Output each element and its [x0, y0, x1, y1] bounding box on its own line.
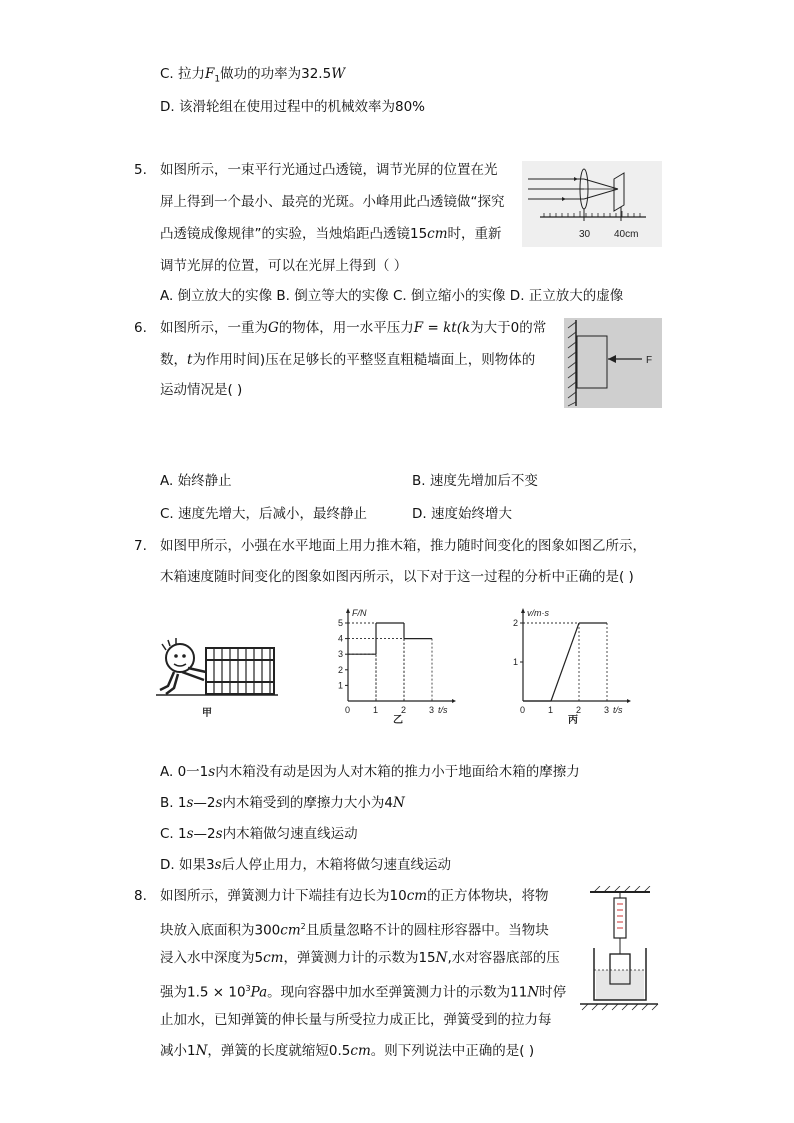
q6-option-d: D. 速度始终增大: [412, 506, 512, 522]
q7-number: 7.: [134, 538, 147, 554]
bing-ytick-label: 2: [513, 618, 519, 628]
q8-line-3: [160, 948, 560, 968]
q5-number: 5.: [134, 162, 147, 178]
q7c-pre: C. 1: [160, 826, 187, 842]
yi-xtick-label: 0: [345, 705, 351, 715]
bing-ytick-label: 1: [513, 657, 519, 667]
q8-l3-N: N: [435, 950, 448, 966]
q8-l3b: ，弹簧测力计的示数为15: [283, 950, 436, 966]
q7c-post: 内木箱做匀速直线运动: [222, 826, 358, 842]
q8-l4a: 强为1.5 × 10: [160, 984, 246, 1001]
q6-l1a: 如图所示，一重为: [160, 320, 268, 336]
q7-fig-bing: [505, 605, 635, 725]
q6-number: 6.: [134, 320, 147, 336]
q7-option-c: [160, 824, 358, 844]
q4c-sub: 1: [214, 74, 221, 85]
bing-xlabel: t/s: [613, 705, 623, 715]
q7c-s2: s: [215, 826, 223, 842]
force-time-chart: [330, 605, 460, 725]
boy-crate-drawing: [152, 630, 282, 722]
q6-t: t: [187, 352, 193, 368]
yi-ytick-label: 5: [338, 618, 344, 628]
q8-l4b: 。现向容器中加水至弹簧测力计的示数为11: [267, 984, 528, 1001]
q6-line-1: [160, 318, 546, 338]
bing-caption: 丙: [568, 715, 578, 725]
q8-l6a: 减小1: [160, 1043, 196, 1059]
q8-l6-cm: cm: [350, 1043, 371, 1059]
q8-l1b: 的正方体物块，将物: [427, 888, 549, 904]
q7-option-a: [160, 762, 580, 782]
velocity-time-chart: [505, 605, 635, 725]
q7-line-2: 木箱速度随时间变化的图象如图丙所示，以下对于这一过程的分析中正确的是( ): [160, 569, 634, 585]
q5-line-3: [160, 224, 502, 244]
q5-line-1: 如图所示，一束平行光通过凸透镜，调节光屏的位置在光: [160, 162, 498, 178]
q8-number: 8.: [134, 888, 147, 904]
q8-l6c: 。则下列说法中正确的是( ): [370, 1043, 535, 1059]
q5-line-3a: 凸透镜成像规律”的实验，当烛焰距凸透镜15: [160, 226, 428, 242]
yi-xtick-label: 3: [429, 705, 435, 715]
q5-line-4: 调节光屏的位置，可以在光屏上得到（ ）: [160, 258, 408, 274]
q6-wall-figure: [564, 318, 662, 408]
q6-option-a: A. 始终静止: [160, 473, 232, 489]
q8-l2b: 且质量忽略不计的圆柱形容器中。当物块: [305, 922, 549, 939]
yi-ytick-label: 2: [338, 664, 344, 675]
yi-caption: 乙: [393, 715, 403, 725]
q7b-pre: B. 1: [160, 795, 187, 811]
q6-l1b: 的物体，用一水平压力: [278, 320, 414, 336]
q7b-s1: s: [186, 795, 194, 811]
force-label: F: [646, 355, 653, 366]
q7b-s2: s: [215, 795, 223, 811]
q4c-unit: W: [331, 66, 346, 82]
q5-line-2: 屏上得到一个最小、最亮的光斑。小峰用此凸透镜做“探究: [160, 194, 505, 210]
q8-l2-cm: cm: [280, 922, 301, 939]
q6-line-3: 运动情况是( ): [160, 382, 243, 398]
lens-tick-40: 40cm: [614, 229, 639, 240]
q7a-s: s: [208, 764, 216, 780]
q8-l1a: 如图所示，弹簧测力计下端挂有边长为10: [160, 888, 407, 904]
q5-lens-figure: [522, 161, 662, 247]
q4c-pre: C. 拉力: [160, 66, 206, 82]
q6-line-2: [160, 350, 535, 370]
bing-xtick-label: 1: [548, 705, 554, 715]
q7-option-d: [160, 855, 451, 875]
q8-l3-cm: cm: [263, 950, 284, 966]
q8-l4c: 时停: [539, 984, 567, 1001]
q7-line-1: 如图甲所示，小强在水平地面上用力推木箱，推力随时间变化的图象如图乙所示，: [160, 538, 646, 554]
yi-ytick-label: 3: [338, 649, 344, 660]
wall-diagram: [564, 318, 662, 408]
q6-kt: kt: [443, 320, 457, 336]
q5-options: A. 倒立放大的实像 B. 倒立等大的实像 C. 倒立缩小的实像 D. 正立放大的虚像: [160, 288, 624, 304]
yi-xtick-label: 1: [373, 705, 379, 715]
q8-line-1: [160, 886, 549, 906]
yi-ytick-label: 1: [338, 680, 344, 691]
q7c-mid: —2: [193, 826, 216, 842]
q7a-post: 内木箱没有动是因为人对木箱的推力小于地面给木箱的摩擦力: [215, 764, 580, 780]
q8-line-4: [160, 979, 566, 1003]
q8-l6-N: N: [195, 1043, 208, 1059]
spring-scale-diagram: [576, 886, 662, 1026]
q7b-mid: —2: [193, 795, 216, 811]
yi-ytick-label: 4: [338, 633, 344, 644]
q7d-s: s: [214, 857, 222, 873]
q7c-s1: s: [186, 826, 194, 842]
q8-l3c: ,水对容器底部的压: [447, 950, 560, 966]
q7d-post: 后人停止用力，木箱将做匀速直线运动: [221, 857, 452, 873]
q7a-pre: A. 0一1: [160, 764, 209, 780]
bing-xtick-label: 2: [576, 705, 582, 715]
q7-fig-yi: [330, 605, 460, 725]
q4-option-c: [160, 64, 345, 90]
lens-diagram: [522, 161, 662, 247]
yi-ylabel: F/N: [352, 608, 367, 618]
yi-xlabel: t/s: [438, 705, 448, 715]
bing-xtick-label: 0: [520, 705, 526, 715]
q8-line-6: [160, 1041, 534, 1061]
bing-xtick-label: 3: [604, 705, 610, 715]
lens-tick-30: 30: [579, 229, 591, 240]
q8-container-figure: [576, 886, 662, 1026]
bing-series-segment: [551, 623, 579, 701]
q7b-post: 内木箱受到的摩擦力大小为4: [222, 795, 393, 811]
q6-F: F: [413, 320, 424, 336]
q8-l2a: 块放入底面积为300: [160, 922, 281, 939]
q8-l2-sup: 2: [300, 922, 306, 931]
q6-eq: =: [423, 320, 444, 336]
q7b-N: N: [393, 795, 405, 811]
q8-l6b: ，弹簧的长度就缩短0.5: [207, 1043, 351, 1059]
q5-line-3b: 时，重新: [447, 226, 502, 242]
q6-option-c: C. 速度先增大，后减小，最终静止: [160, 506, 368, 522]
yi-xtick-label: 2: [401, 705, 407, 715]
q6-l2pre: 数，: [160, 352, 187, 368]
q6-l1c: 为大于0的常: [470, 320, 547, 336]
q6-G: G: [268, 320, 279, 336]
q4c-mid: 做功的功率为32.5: [220, 66, 332, 82]
q4c-var: F: [205, 66, 215, 82]
q7-option-b: [160, 793, 405, 813]
q7-fig-jia: [152, 630, 282, 722]
fig-jia-caption: 甲: [202, 708, 212, 719]
q8-line-2: [160, 917, 549, 941]
q8-l4-pa: Pa: [250, 984, 268, 1001]
q6-option-b: B. 速度先增加后不变: [412, 473, 538, 489]
q8-l4-N: N: [527, 984, 540, 1001]
q5-unit: cm: [427, 226, 448, 242]
q8-line-5: 止加水，已知弹簧的伸长量与所受拉力成正比，弹簧受到的拉力每: [160, 1012, 552, 1028]
q7d-pre: D. 如果3: [160, 857, 215, 873]
q6-l2: 为作用时间)压在足够长的平整竖直粗糙墙面上，则物体的: [192, 352, 536, 368]
q8-l1-cm: cm: [406, 888, 428, 904]
q4-option-d: D. 该滑轮组在使用过程中的机械效率为80%: [160, 99, 425, 115]
q6-k: (k: [456, 320, 471, 336]
q8-l3a: 浸入水中深度为5: [160, 950, 264, 966]
q8-l4-sup: 3: [245, 984, 251, 993]
bing-ylabel: v/m·s: [527, 608, 549, 618]
